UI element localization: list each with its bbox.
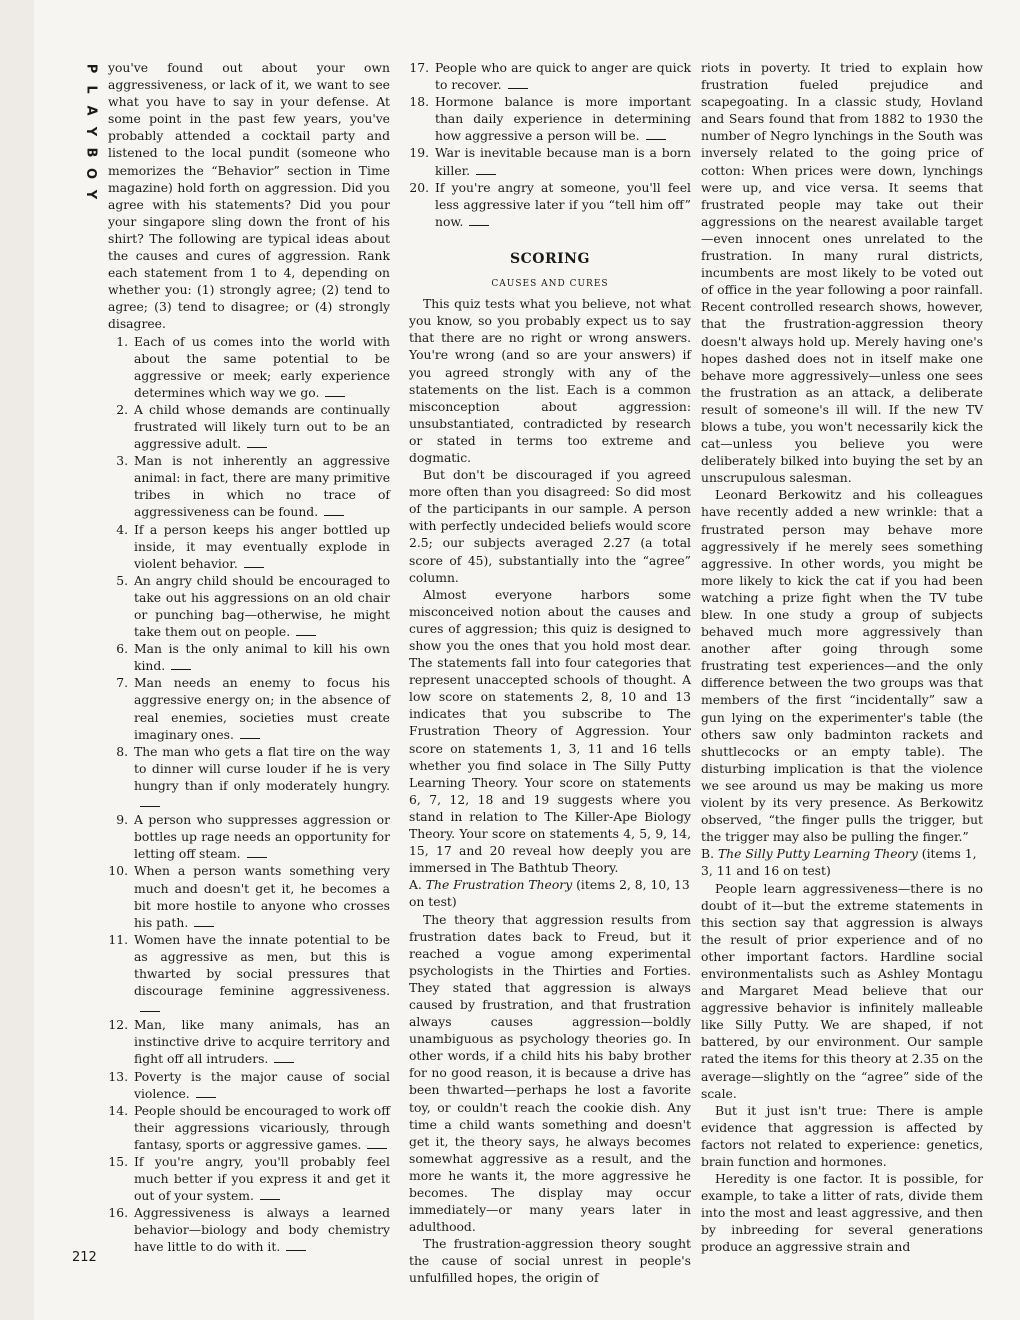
statement-text: Hormone balance is more important than daily experience in determining how aggressive a person will be. [435, 95, 691, 144]
statement-text-wrap [435, 60, 691, 94]
statement-number: 7. [116, 676, 128, 691]
statement-text-wrap [435, 145, 691, 179]
statement-text: A child whose demands are continually frustrated will likely turn out to be an aggressive adult. [134, 402, 390, 452]
statement-text: Each of us comes into the world with about the same potential to be aggressive or meek; early experience determines which way we go. [134, 334, 390, 400]
quiz-statement [108, 1069, 390, 1103]
section-a-title: The Frustration Theory [425, 878, 573, 893]
page-number: 212 [72, 1250, 97, 1265]
answer-blank[interactable] [324, 505, 344, 516]
section-a-heading [409, 877, 691, 911]
answer-blank[interactable] [194, 916, 214, 927]
statement-number: 1. [116, 334, 128, 349]
statement-number: 19. [409, 146, 429, 161]
section-b-paragraph: People learn aggressiveness—there is no doubt of it—but the extreme statements in this section say that aggression is always the result of prior experience and of no other important factors. Hardline social environmentalists such as Ashley Montagu and Margaret Mead believe that our aggressive behavior is infinitely malleable like Silly Putty. We are shaped, if not battered, by our environment. Our sample rated the items for this theory at 2.35 on the average—slightly on the “agree” side of the scale. [701, 881, 983, 1101]
statement-text-wrap [134, 641, 390, 675]
section-a-paragraph-start [409, 1236, 691, 1287]
statement-text: Man is not inherently an aggressive animal: in fact, there are many primitive tribes in which no trace of aggressiveness can be found. [134, 454, 390, 520]
quiz-statement [108, 812, 390, 863]
statement-text-wrap [134, 1205, 390, 1256]
statement-text: People should be encouraged to work off their aggressions vicariously, through fantasy, sports or aggressive games. [134, 1103, 390, 1152]
answer-blank[interactable] [240, 728, 260, 739]
statement-number: 2. [116, 402, 128, 417]
statement-number: 17. [409, 61, 429, 75]
section-a-label: A. [409, 878, 422, 893]
scoring-paragraph: But don't be discouraged if you agreed more often than you disagreed: So did most of the participants in our sample. A person with perfectly undecided beliefs would score 2.5; our subjects averaged 2.27 (a total score of 45), substantially into the “agree” column. [409, 468, 691, 585]
statement-number: 10. [108, 864, 128, 879]
statement-text: Aggressiveness is always a learned behavior—biology and body chemistry have little to do with it. [134, 1206, 390, 1255]
answer-blank[interactable] [476, 164, 496, 175]
section-b-title: The Silly Putty Learning Theory [717, 847, 918, 862]
quiz-statement [108, 744, 390, 812]
answer-blank[interactable] [247, 847, 267, 858]
statement-number: 16. [108, 1206, 128, 1221]
answer-blank[interactable] [367, 1138, 387, 1149]
statement-text-wrap [435, 94, 691, 145]
quiz-statement [108, 402, 390, 453]
section-a-paragraph: Leonard Berkowitz and his colleagues have recently added a new wrinkle: that a frustrated person may behave more aggressively if he merely sees something aggressive. In other words, you might be more likely to kick the cat if you had been watching a prize fight when the TV tube blew. In one study a group of subjects behaved much more aggressively than another after going through some frustrating test experiences—and the only difference between the two groups was that members of the first “incidentally” saw a gun lying on the experimenter's table (the others saw only badminton rackets and shuttlecocks or an empty table). The disturbing implication is that the violence we see around us may be making us more violent by its very presence. As Berkowitz observed, “the finger pulls the trigger, but the trigger may also be pulling the finger.” [701, 488, 983, 845]
section-a-text: riots in poverty. It tried to explain how frustration fueled prejudice and scapegoating. In a classic study, Hovland and Sears found that from 1882 to 1930 the number of Negro lynchings in the South was inversely related to the going price of cotton: When prices were down, lynchings were up, and vice versa. It seems that frustrated people may take out their aggressions on the nearest available target—even innocent ones unrelated to the frustration. In many rural districts, incumbents are most likely to be voted out of office in the year following a poor rainfall. Recent controlled research shows, however, that the frustration-aggression theory doesn't always hold up. Merely having one's hopes dashed does not in itself make one behave more aggressively—unless one sees the frustration as an attack, a deliberate result of someone's ill will. If the new TV blows a tube, you won't necessarily kick the cat—unless you believe you were deliberately bilked into buying the set by an unscrupulous salesman. [701, 61, 983, 486]
quiz-statement [108, 1154, 390, 1205]
statement-text: Women have the innate potential to be as aggressive as men, but this is thwarted by social pressures that discourage feminine aggressiveness. [134, 932, 390, 999]
masthead-letter: O [83, 167, 99, 180]
statement-text-wrap [134, 334, 390, 402]
answer-blank[interactable] [469, 215, 489, 226]
quiz-statement [409, 145, 691, 179]
scoring-heading: SCORING [510, 250, 590, 267]
answer-blank[interactable] [140, 1001, 160, 1012]
quiz-statement [409, 180, 691, 231]
masthead-letter: Y [83, 189, 99, 200]
quiz-statement [409, 94, 691, 145]
intro-paragraph: you've found out about your own aggressiveness, or lack of it, we want to see what you have to say in your defense. At some point in the past few years, you've probably attended a cocktail party and listened to the local pundit (someone who memorizes the “Behavior” section in Time magazine) hold forth on aggression. Did you agree with his statements? Did you pour your singapore sling down the front of his shirt? The following are typical ideas about the causes and cures of aggression. Rank each statement from 1 to 4, depending on whether you: (1) strongly agree; (2) tend to agree; (3) tend to disagree; or (4) strongly disagree. [108, 61, 390, 332]
quiz-statement [108, 334, 390, 402]
statement-text-wrap [435, 180, 691, 231]
statement-text-wrap [134, 1069, 390, 1103]
masthead-letter: A [83, 105, 99, 116]
answer-blank[interactable] [244, 557, 264, 568]
statement-number: 15. [108, 1155, 128, 1169]
answer-blank[interactable] [171, 659, 191, 670]
statement-text: Man, like many animals, has an instinctive drive to acquire territory and fight off all intruders. [134, 1018, 390, 1067]
statement-text: When a person wants something very much and doesn't get it, he becomes a bit more hostile to anyone who crosses his path. [134, 864, 390, 930]
statement-number: 8. [116, 744, 128, 759]
statement-number: 12. [108, 1018, 128, 1033]
statement-text-wrap [134, 675, 390, 743]
statement-text-wrap [134, 1103, 390, 1154]
quiz-statement [108, 453, 390, 521]
statement-list-part-1 [108, 334, 390, 1257]
answer-blank[interactable] [260, 1189, 280, 1200]
statement-text: War is inevitable because man is a born killer. [435, 146, 691, 178]
statement-text-wrap [134, 453, 390, 521]
quiz-statement [108, 641, 390, 675]
answer-blank[interactable] [508, 78, 528, 89]
masthead-letter: L [83, 85, 99, 94]
answer-blank[interactable] [274, 1052, 294, 1063]
section-b-label: B. [701, 847, 714, 862]
quiz-statement [108, 932, 390, 1017]
statement-text-wrap [134, 573, 390, 641]
quiz-statement [108, 1103, 390, 1154]
statement-number: 9. [116, 813, 128, 828]
statement-text: An angry child should be encouraged to take out his aggressions on an old chair or punching bag—otherwise, he might take them out on people. [134, 573, 390, 640]
answer-blank[interactable] [646, 129, 666, 140]
scoring-subheading: CAUSES AND CURES [491, 279, 609, 290]
quiz-statement [108, 675, 390, 743]
statement-list-part-2 [409, 60, 691, 231]
answer-blank[interactable] [247, 437, 267, 448]
statement-number: 3. [116, 454, 128, 469]
quiz-statement [108, 1205, 390, 1256]
statement-text-wrap [134, 744, 390, 812]
section-b-heading [701, 846, 983, 880]
statement-number: 13. [108, 1069, 128, 1084]
quiz-statement [108, 1017, 390, 1068]
scoring-paragraph: This quiz tests what you believe, not what you know, so you probably expect us to say that there are no right or wrong answers. You're wrong (and so are your answers) if you agreed strongly with any of the statements on the list. Each is a common misconception about aggression: unsubstantiated, contradicted by research or stated in terms too extreme and dogmatic. [409, 297, 691, 465]
statement-text: Poverty is the major cause of social violence. [134, 1069, 390, 1101]
column-3 [701, 60, 983, 1257]
section-a-items: (items 2, 8, 10, 13 on test) [409, 878, 690, 910]
statement-text-wrap [134, 522, 390, 573]
statement-text-wrap [134, 863, 390, 931]
section-a-paragraph-continued [701, 60, 983, 487]
statement-text-wrap [134, 812, 390, 863]
statement-number: 14. [108, 1103, 128, 1118]
answer-blank[interactable] [296, 625, 316, 636]
statement-text: People who are quick to anger are quick to recover. [435, 61, 691, 93]
column-1 [108, 60, 390, 1257]
column-2 [409, 60, 691, 1288]
answer-blank[interactable] [140, 796, 160, 807]
statement-text: If a person keeps his anger bottled up inside, it may eventually explode in violent behavior. [134, 522, 390, 571]
statement-text-wrap [134, 402, 390, 453]
magazine-page [34, 0, 1020, 1320]
statement-number: 18. [409, 95, 429, 110]
statement-text: Man needs an enemy to focus his aggressive energy on; in the absence of real enemies, societies must create imaginary ones. [134, 676, 390, 742]
section-b-items: (items 1, 3, 11 and 16 on test) [701, 847, 977, 879]
statement-number: 4. [116, 522, 128, 537]
statement-text-wrap [134, 932, 390, 1017]
section-a-text: The frustration-aggression theory sought the cause of social unrest in people's unfulfilled hopes, the origin of [409, 1237, 691, 1286]
statement-text-wrap [134, 1017, 390, 1068]
answer-blank[interactable] [286, 1240, 306, 1251]
masthead [78, 58, 104, 205]
statement-number: 20. [409, 180, 429, 195]
statement-number: 11. [108, 932, 128, 947]
masthead-letter: P [83, 63, 99, 74]
answer-blank[interactable] [325, 386, 345, 397]
statement-text: Man is the only animal to kill his own kind. [134, 642, 390, 674]
quiz-statement [108, 573, 390, 641]
answer-blank[interactable] [196, 1087, 216, 1098]
scoring-paragraph: Almost everyone harbors some misconceived notion about the causes and cures of aggression; this quiz is designed to show you the ones that you hold most dear. The statements fall into four categories that represent unaccepted schools of thought. A low score on statements 2, 8, 10 and 13 indicates that you subscribe to The Frustration Theory of Aggression. Your score on statements 1, 3, 11 and 16 tells whether you find solace in The Silly Putty Learning Theory. Your score on statements 6, 7, 12, 18 and 19 suggests where you stand in relation to The Killer-Ape Biology Theory. Your score on statements 4, 5, 9, 14, 15, 17 and 20 reveal how deeply you are immersed in The Bathtub Theory. [409, 587, 691, 876]
statement-text-wrap [134, 1154, 390, 1205]
statement-text: A person who suppresses aggression or bottles up rage needs an opportunity for letting off steam. [134, 813, 390, 862]
statement-number: 6. [116, 642, 128, 657]
section-a-paragraph: The theory that aggression results from frustration dates back to Freud, but it reached a vogue among experimental psychologists in the Thirties and Forties. They stated that aggression is always caused by frustration, and that frustration always causes aggression—boldly unambiguous as psychology theories go. In other words, if a child hits his baby brother for no good reason, it is because a drive has been thwarted—perhaps he lost a favorite toy, or couldn't reach the cookie dish. Any time a child wants something and doesn't get it, the theory says, he always becomes somewhat aggressive as a result, and the more he wants it, the more aggressive he becomes. The display may occur immediately—or many years later in adulthood. [409, 912, 691, 1235]
section-b-paragraph: But it just isn't true: There is ample evidence that aggression is affected by factors not related to experience: genetics, brain function and hormones. [701, 1103, 983, 1169]
quiz-statement [409, 60, 691, 94]
quiz-statement [108, 522, 390, 573]
statement-text: The man who gets a flat tire on the way to dinner will curse louder if he is very hungry than if only moderately hungry. [134, 744, 390, 793]
section-b-paragraph: Heredity is one factor. It is possible, for example, to take a litter of rats, divide them into the most and least aggressive, and then by inbreeding for several generations produce an aggressive strain and [701, 1172, 983, 1255]
statement-number: 5. [116, 573, 128, 588]
statement-text: If you're angry, you'll probably feel much better if you express it and get it out of your system. [134, 1155, 390, 1204]
statement-text: If you're angry at someone, you'll feel less aggressive later if you “tell him off” now. [435, 180, 691, 229]
quiz-statement [108, 863, 390, 931]
masthead-letter: B [83, 147, 99, 158]
masthead-letter: Y [83, 126, 99, 137]
